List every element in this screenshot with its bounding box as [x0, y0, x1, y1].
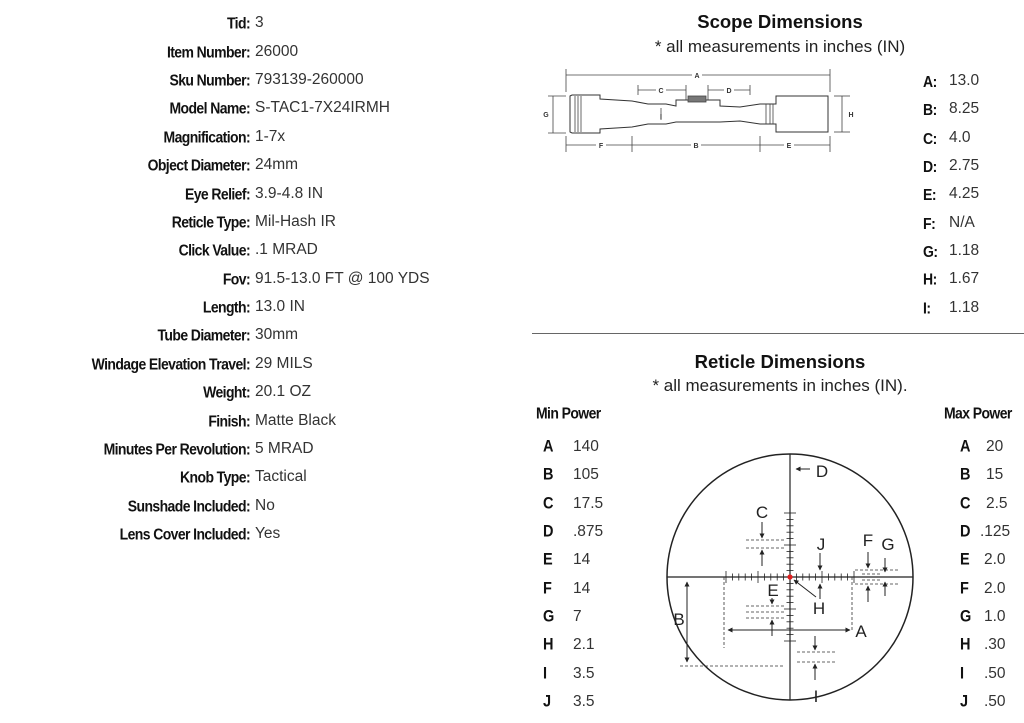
reticle-key: B — [960, 466, 971, 485]
scope-label-c: C — [658, 88, 664, 95]
reticle-value: 2.0 — [984, 579, 1006, 597]
scope-label-b: B — [693, 143, 699, 150]
scope-dimensions-title: Scope Dimensions — [697, 11, 863, 32]
max-power-row-i — [960, 659, 1010, 687]
spec-label: Sunshade Included : — [0, 497, 250, 515]
dim-key: D : — [923, 157, 949, 175]
reticle-key: I — [543, 664, 548, 683]
min-power-row-d — [543, 518, 603, 546]
dim-value: 1.18 — [949, 241, 980, 259]
scope-label-e: E — [786, 143, 792, 150]
reticle-dimensions-title: Reticle Dimensions — [694, 351, 866, 372]
spec-value: 29 MILS — [255, 354, 313, 372]
spec-value: 20.1 OZ — [255, 383, 311, 401]
scope-dim-h — [923, 265, 979, 293]
dim-value: 1.18 — [949, 298, 980, 316]
dim-key: F : — [923, 213, 949, 231]
section-divider — [532, 333, 1024, 334]
reticle-label-b: B — [673, 610, 685, 629]
spec-label: Knob Type : — [0, 468, 250, 486]
reticle-key: A — [960, 437, 971, 457]
reticle-key: C — [543, 494, 554, 513]
spec-row-minutes-per-revolution — [0, 435, 520, 463]
scope-dimensions-subtitle: * all measurements in inches (IN) — [654, 37, 906, 56]
reticle-value: 3.5 — [573, 664, 595, 682]
reticle-value: 1.0 — [984, 607, 1006, 625]
spec-row-model-name — [0, 94, 520, 122]
reticle-label-c: C — [755, 503, 769, 522]
spec-label: Eye Relief : — [0, 185, 250, 203]
min-power-row-g — [543, 603, 603, 631]
min-power-heading: Min Power — [536, 403, 601, 423]
dim-value: N/A — [949, 213, 975, 231]
reticle-label-d: D — [815, 462, 829, 481]
spec-row-click-value — [0, 236, 520, 264]
spec-label: Lens Cover Included : — [0, 525, 250, 543]
spec-value: 5 MRAD — [255, 440, 314, 458]
reticle-key: C — [960, 494, 971, 513]
min-power-row-a — [543, 433, 603, 461]
spec-row-windage-elevation-travel — [0, 350, 520, 378]
reticle-dimensions-subtitle: * all measurements in inches (IN). — [652, 376, 908, 395]
arrow-h — [794, 580, 816, 597]
spec-value: 26000 — [255, 42, 299, 60]
reticle-key: F — [960, 579, 969, 598]
spec-value: 1-7x — [255, 127, 286, 145]
elevation-turret — [688, 96, 706, 102]
reticle-value: 2.1 — [573, 636, 595, 654]
spec-row-weight — [0, 378, 520, 406]
reticle-value: .30 — [984, 636, 1006, 654]
reticle-key: I — [960, 664, 965, 683]
reticle-value: 2.0 — [984, 551, 1006, 569]
reticle-key: G — [960, 607, 972, 627]
dim-value: 4.25 — [949, 185, 980, 203]
scope-dim-g — [923, 237, 979, 265]
scope-diagram — [535, 62, 865, 162]
reticle-key: F — [543, 579, 552, 598]
spec-label: Length : — [0, 298, 250, 316]
dim-key: E : — [923, 185, 949, 203]
scope-label-g: G — [543, 112, 549, 119]
dim-value: 4.0 — [949, 128, 971, 146]
spec-row-item-number — [0, 37, 520, 65]
dim-value: 2.75 — [949, 157, 980, 175]
scope-dim-i — [923, 293, 979, 321]
reticle-diagram — [650, 440, 920, 723]
reticle-key: D — [543, 522, 554, 542]
dim-key: C : — [923, 129, 949, 147]
reticle-value: 2.5 — [986, 494, 1008, 512]
dim-key: I : — [923, 298, 949, 316]
min-power-row-f — [543, 574, 603, 602]
max-power-row-b — [960, 461, 1010, 489]
reticle-key: E — [960, 551, 970, 570]
spec-label: Tube Diameter : — [0, 327, 250, 345]
reticle-value: 20 — [986, 438, 1004, 456]
reticle-key: D — [960, 522, 971, 542]
center-dot — [787, 574, 792, 579]
spec-row-knob-type — [0, 463, 520, 491]
spec-value: Yes — [255, 525, 281, 543]
max-power-row-a — [960, 433, 1010, 461]
reticle-value: .50 — [984, 692, 1006, 710]
reticle-value: 14 — [573, 579, 591, 597]
reticle-value: 7 — [573, 607, 582, 625]
spec-value: 793139-260000 — [255, 70, 364, 88]
spec-value: 13.0 IN — [255, 298, 305, 316]
spec-row-tube-diameter — [0, 321, 520, 349]
dim-value: 1.67 — [949, 270, 980, 288]
max-power-list — [960, 433, 1010, 716]
scope-dim-a — [923, 67, 979, 95]
spec-value: 3.9-4.8 IN — [255, 184, 324, 202]
spec-label: Magnification : — [0, 128, 250, 146]
reticle-label-f: F — [862, 531, 874, 550]
min-power-row-c — [543, 490, 603, 518]
scope-label-f: F — [598, 143, 604, 150]
spec-label: Item Number : — [0, 43, 250, 61]
spec-value: Tactical — [255, 468, 307, 486]
reticle-key: H — [543, 636, 554, 655]
max-power-row-j — [960, 688, 1010, 716]
scope-label-h: H — [848, 112, 854, 119]
spec-row-magnification — [0, 123, 520, 151]
min-power-row-e — [543, 546, 603, 574]
min-power-row-i — [543, 659, 603, 687]
reticle-value: 3.5 — [573, 692, 595, 710]
reticle-key: A — [543, 437, 554, 457]
spec-value: Matte Black — [255, 411, 336, 429]
spec-row-finish — [0, 406, 520, 434]
reticle-value: 14 — [573, 551, 591, 569]
dim-key: G : — [923, 242, 949, 260]
reticle-value: 105 — [573, 466, 599, 484]
reticle-label-e: E — [767, 581, 779, 600]
reticle-key: J — [543, 692, 552, 712]
spec-value: 30mm — [255, 326, 299, 344]
spec-list — [0, 9, 520, 548]
scope-label-i: I — [660, 114, 662, 121]
spec-label: Click Value : — [0, 241, 250, 259]
spec-value: Mil-Hash IR — [255, 212, 336, 230]
reticle-label-a: A — [855, 622, 867, 641]
spec-value: S-TAC1-7X24IRMH — [255, 99, 390, 117]
max-power-row-g — [960, 603, 1010, 631]
spec-row-eye-relief — [0, 179, 520, 207]
min-power-row-b — [543, 461, 603, 489]
spec-label: Weight : — [0, 383, 250, 401]
spec-row-reticle-type — [0, 208, 520, 236]
spec-label: Windage Elevation Travel : — [0, 355, 250, 373]
max-power-row-d — [960, 518, 1010, 546]
spec-value: No — [255, 496, 275, 514]
reticle-label-j: J — [816, 535, 826, 554]
scope-dim-c — [923, 124, 979, 152]
scope-dimension-list — [923, 67, 979, 322]
dim-key: A : — [923, 72, 949, 90]
spec-label: Sku Number : — [0, 71, 250, 89]
reticle-key: E — [543, 551, 553, 570]
spec-label: Tid : — [0, 14, 250, 32]
reticle-label-h: H — [812, 599, 826, 618]
reticle-key: G — [543, 607, 555, 627]
dim-value: 8.25 — [949, 100, 980, 118]
spec-value: 3 — [255, 14, 264, 32]
max-power-row-c — [960, 490, 1010, 518]
spec-label: Fov : — [0, 270, 250, 288]
scope-label-d: D — [726, 88, 732, 95]
min-power-row-j — [543, 688, 603, 716]
spec-row-length — [0, 293, 520, 321]
spec-value: 91.5-13.0 FT @ 100 YDS — [255, 269, 430, 287]
spec-label: Finish : — [0, 412, 250, 430]
spec-row-tid — [0, 9, 520, 37]
reticle-label-i: I — [813, 687, 819, 706]
reticle-value: .125 — [980, 523, 1011, 541]
spec-label: Minutes Per Revolution : — [0, 440, 250, 458]
spec-row-lens-cover-included — [0, 520, 520, 548]
dim-key: H : — [923, 270, 949, 288]
scope-dim-b — [923, 95, 979, 123]
dim-value: 13.0 — [949, 72, 980, 90]
reticle-key: J — [960, 692, 969, 712]
spec-value: .1 MRAD — [255, 241, 318, 259]
max-power-row-h — [960, 631, 1010, 659]
min-power-row-h — [543, 631, 603, 659]
max-power-heading: Max Power — [944, 403, 1012, 423]
reticle-value: 140 — [573, 438, 599, 456]
spec-label: Model Name : — [0, 99, 250, 117]
spec-row-fov — [0, 265, 520, 293]
dim-key: B : — [923, 100, 949, 118]
reticle-value: 15 — [986, 466, 1004, 484]
spec-label: Reticle Type : — [0, 213, 250, 231]
spec-row-object-diameter — [0, 151, 520, 179]
reticle-key: B — [543, 466, 554, 485]
reticle-value: .50 — [984, 664, 1006, 682]
reticle-label-g: G — [881, 535, 895, 554]
reticle-value: .875 — [573, 523, 604, 541]
max-power-row-f — [960, 574, 1010, 602]
scope-label-a: A — [694, 73, 700, 80]
max-power-row-e — [960, 546, 1010, 574]
scope-dim-f — [923, 208, 979, 236]
spec-label: Object Diameter : — [0, 156, 250, 174]
scope-dim-d — [923, 152, 979, 180]
scope-dim-e — [923, 180, 979, 208]
spec-row-sunshade-included — [0, 492, 520, 520]
spec-value: 24mm — [255, 156, 299, 174]
spec-row-sku-number — [0, 66, 520, 94]
reticle-key: H — [960, 636, 971, 655]
reticle-value: 17.5 — [573, 494, 604, 512]
min-power-list — [543, 433, 603, 716]
